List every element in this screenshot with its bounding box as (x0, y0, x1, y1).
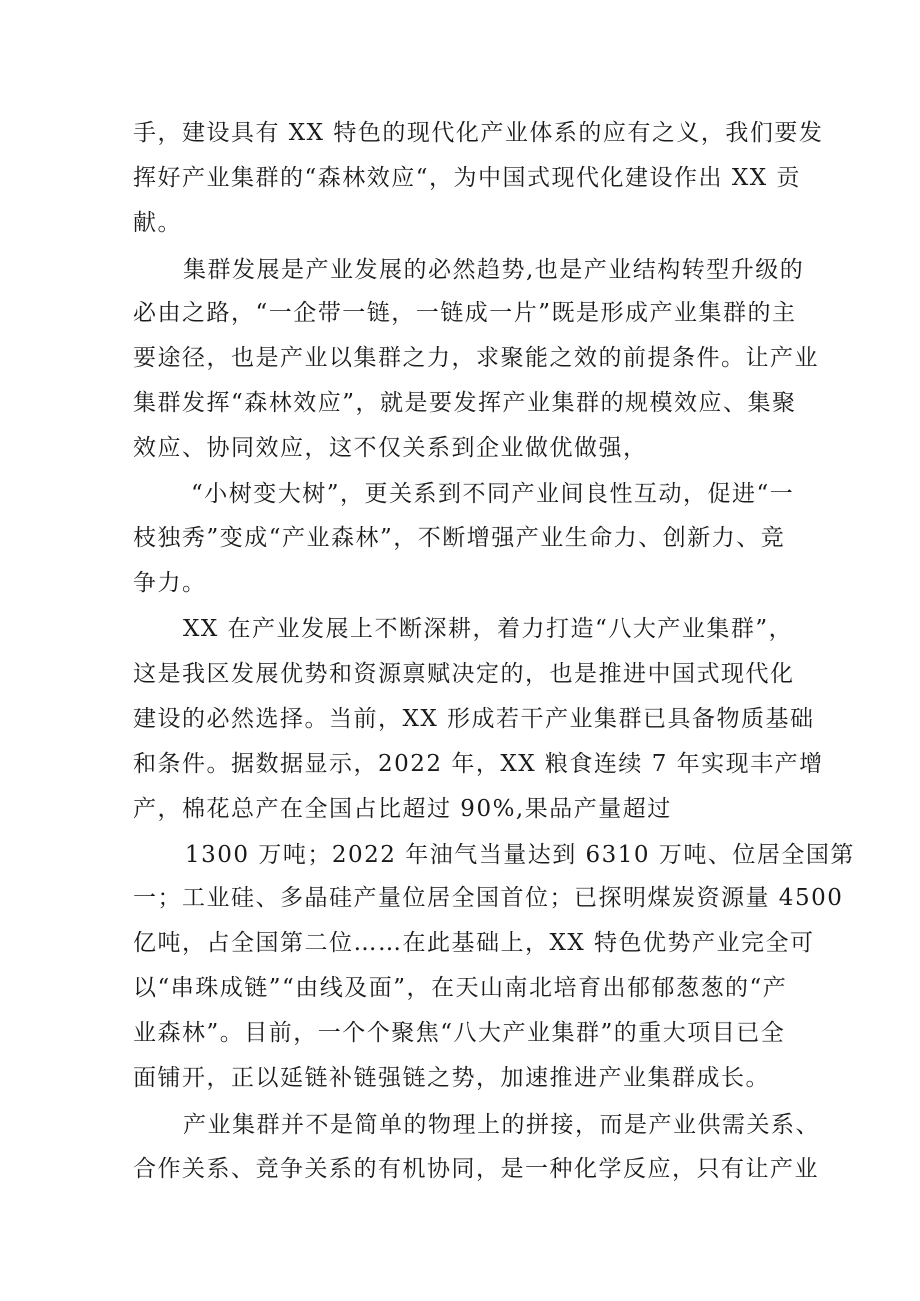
text-line: 枝独秀”变成“产业森林”，不断增强产业生命力、创新力、竞 (133, 525, 786, 551)
text-line: 亿吨，占全国第二位……在此基础上，XX 特色优势产业完全可 (133, 930, 815, 956)
text-line: 产业集群并不是简单的物理上的拼接，而是产业供需关系、 (183, 1112, 820, 1138)
text-line: 集群发展是产业发展的必然趋势,也是产业结构转型升级的 (183, 257, 805, 283)
text-line: 业森林”。目前，一个个聚焦“八大产业集群”的重大项目已全 (133, 1020, 786, 1046)
text-line: 争力。 (133, 570, 207, 596)
text-line: 手，建设具有 XX 特色的现代化产业体系的应有之义，我们要发 (133, 120, 824, 146)
text-line: “小树变大树”，更关系到不同产业间良性互动，促进“一 (191, 481, 795, 507)
text-line: 面铺开，正以延链补链强链之势，加速推进产业集群成长。 (133, 1065, 770, 1091)
text-line: 建设的必然选择。当前，XX 形成若干产业集群已具备物质基础 (133, 706, 815, 732)
text-line: 效应、协同效应，这不仅关系到企业做优做强， (133, 435, 648, 461)
text-line: 这是我区发展优势和资源禀赋决定的，也是推进中国式现代化 (133, 661, 795, 687)
text-line: 产，棉花总产在全国占比超过 90%,果品产量超过 (133, 796, 672, 822)
text-line: 挥好产业集群的“森林效应“，为中国式现代化建设作出 XX 贡 (133, 165, 801, 191)
text-line: XX 在产业发展上不断深耕，着力打造“八大产业集群”， (183, 616, 794, 642)
text-line: 1300 万吨；2022 年油气当量达到 6310 万吨、位居全国第 (185, 842, 855, 868)
text-line: 一；工业硅、多晶硅产量位居全国首位；已探明煤炭资源量 4500 (133, 885, 844, 911)
text-line: 合作关系、竞争关系的有机协同，是一种化学反应，只有让产业 (133, 1156, 819, 1182)
text-line: 和条件。据数据显示，2022 年，XX 粮食连续 7 年实现丰产增 (133, 751, 824, 777)
text-line: 献。 (133, 210, 182, 236)
text-line: 集群发挥“森林效应”，就是要发挥产业集群的规模效应、集聚 (133, 390, 797, 416)
text-line: 以“串珠成链”“由线及面”，在天山南北培育出郁郁葱葱的“产 (133, 975, 788, 1001)
text-line: 必由之路，“一企带一链，一链成一片”既是形成产业集群的主 (133, 300, 797, 326)
text-line: 要途径，也是产业以集群之力，求聚能之效的前提条件。让产业 (133, 345, 819, 371)
